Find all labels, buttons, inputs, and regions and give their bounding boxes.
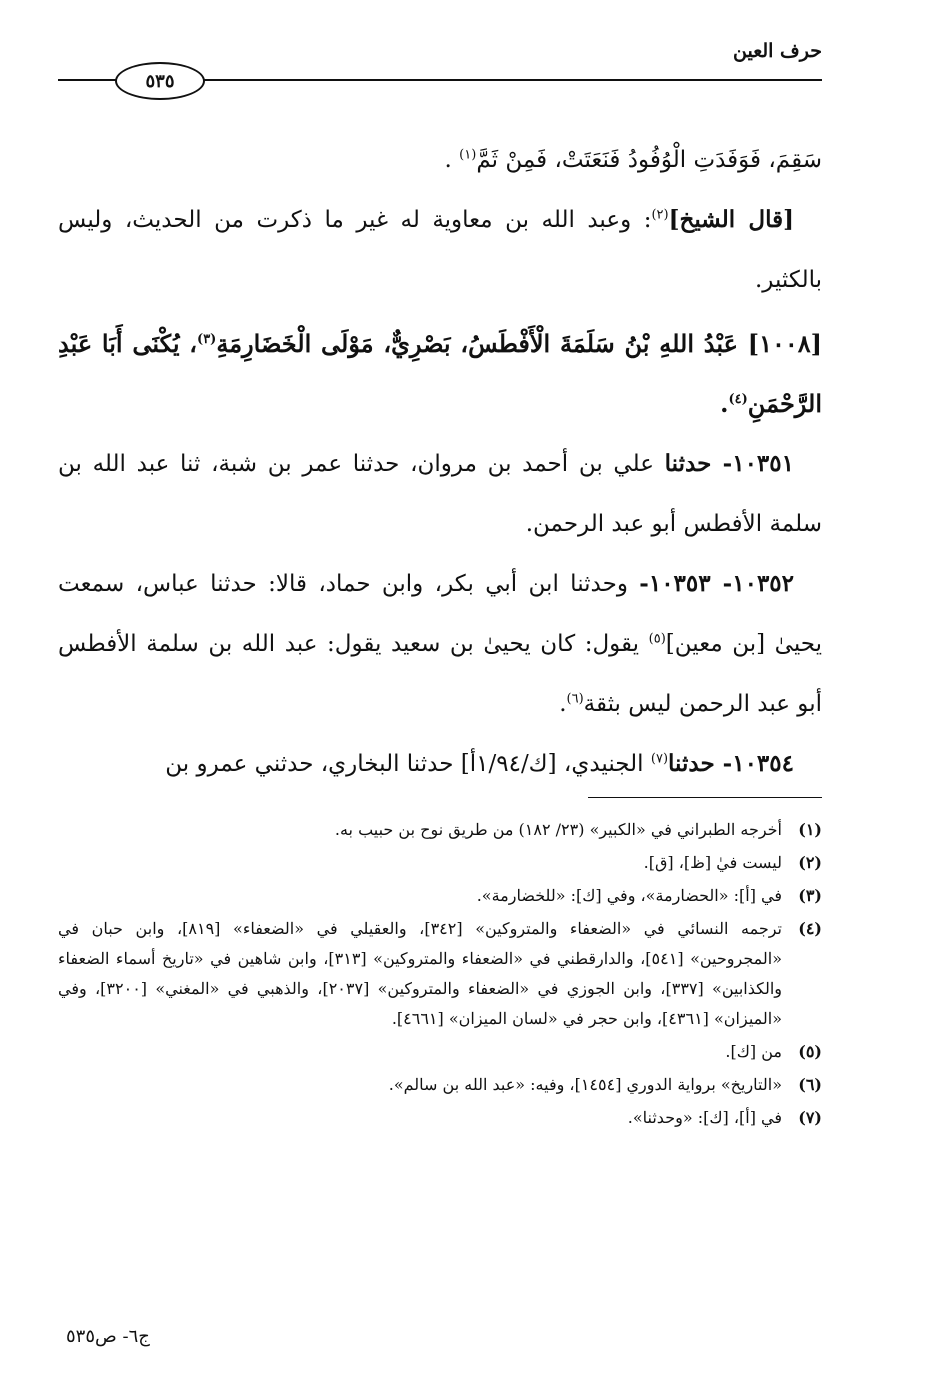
page-number: ٥٣٥ (115, 62, 205, 100)
footnote-item (58, 1037, 822, 1067)
footnote-item (58, 815, 822, 845)
footnote-ref-7[interactable]: (٧) (650, 751, 669, 767)
footnote-number: (٥) (798, 1042, 822, 1061)
footnote-text: «التاريخ» برواية الدوري [١٤٥٤]، وفيه: «عبد الله بن سالم». (388, 1075, 782, 1094)
volume-page-reference: ج٦- ص٥٣٥ (66, 1326, 150, 1347)
footnote-text: أخرجه الطبراني في «الكبير» (٢٣/ ١٨٢) من طريق نوح بن حبيب به. (334, 820, 782, 839)
footnote-number: (٣) (798, 886, 822, 905)
footnote-ref-6[interactable]: (٦) (566, 691, 584, 707)
hadith-10352: ١٠٣٥٢- ١٠٣٥٣- وحدثنا ابن أبي بكر، وابن حماد، قالا: حدثنا عباس، سمعت يحيىٰ [بن معين]$^{(٥)}$ يقول: كان يحيىٰ بن سعيد يقول: عبد الله بن سلمة الأفطس أبو عبد الرحمن ليس بثقة$^{(٦)}$. (58, 570, 823, 717)
running-title: حرف العين (733, 40, 822, 62)
hadith-number: ١٠٣٥١- حدثنا (664, 450, 794, 477)
hadith-10354: ١٠٣٥٤- حدثنا$^{(٧)}$ الجنيدي، [ك/١/٩٤أ] حدثنا البخاري، حدثني عمرو بن (165, 750, 794, 777)
footnote-number: (٧) (798, 1108, 822, 1127)
sheikh-label: [قال الشيخ] (668, 206, 794, 233)
footnote-text: في [أ]، [ك]: «وحدثنا». (627, 1108, 782, 1127)
footnote-ref-5[interactable]: (٥) (648, 631, 666, 647)
footnote-ref-3[interactable]: (٣) (197, 332, 217, 347)
footnote-ref-4[interactable]: (٤) (728, 392, 748, 407)
entry-heading: [١٠٠٨] عَبْدُ اللهِ بْنُ سَلَمَةَ الْأَفْطَسُ، بَصْرِيٌّ، مَوْلَى الْخَضَارِمَةِ$^{(٣)}$، يُكْنَى أَبَا عَبْدِ الرَّحْمَنِ$^{(٤)}$. (58, 329, 822, 418)
footnote-rule (588, 797, 822, 798)
hadith-number: ١٠٣٥٢- ١٠٣٥٣- (639, 570, 795, 597)
footnote-item (58, 1103, 822, 1133)
footnote-item (58, 881, 822, 911)
paragraph-1: سَقِمَ، فَوَفَدَتِ الْوُفُودُ فَنَعَتَتْ، فَمِنْ ثَمَّ$^{(١)}$ . (444, 147, 822, 173)
footnote-text: ليست فيٰ [ظ]، [ق]. (643, 853, 782, 872)
footnote-number: (٦) (798, 1075, 822, 1094)
footnote-item (58, 914, 822, 1034)
footnote-text: من [ك]. (725, 1042, 782, 1061)
hadith-10351: ١٠٣٥١- حدثنا علي بن أحمد بن مروان، حدثنا عمر بن شبة، ثنا عبد الله بن سلمة الأفطس أبو عبد الرحمن. (58, 450, 822, 537)
footnote-item (58, 848, 822, 878)
footnotes (58, 815, 822, 1136)
hadith-number: ١٠٣٥٤- حدثنا (668, 750, 794, 777)
footnote-text: ترجمه النسائي في «الضعفاء والمتروكين» [٣٤٢]، والعقيلي في «الضعفاء» [٨١٩]، وابن حبان في «المجروحين» [٥٤١]، والدارقطني في «الضعفاء والمتروكين» [٣١٣]، وابن شاهين في «تاريخ أسماء الضعفاء والكذابين» [٣٣٧]، وابن الجوزي في «الضعفاء والمتروكين» [٢٠٣٧]، والذهبي في «المغني» [٣٢٠٠]، وفي «الميزان» [٤٣٦١]، وابن حجر في «لسان الميزان» [٤٦٦١]. (58, 919, 783, 1028)
footnote-item (58, 1070, 822, 1100)
footnote-number: (١) (798, 820, 822, 839)
footnote-ref-1[interactable]: (١) (459, 147, 477, 163)
paragraph-2: [قال الشيخ]$^{(٢)}$: وعبد الله بن معاوية له غير ما ذكرت من الحديث، وليس بالكثير. (58, 206, 822, 293)
main-text (58, 130, 822, 794)
footnote-number: (٤) (798, 919, 822, 938)
footnote-ref-2[interactable]: (٢) (651, 207, 669, 223)
footnote-text: في [أ]: «الحضارمة»، وفي [ك]: «للخضارمة». (476, 886, 782, 905)
footnote-number: (٢) (798, 853, 822, 872)
